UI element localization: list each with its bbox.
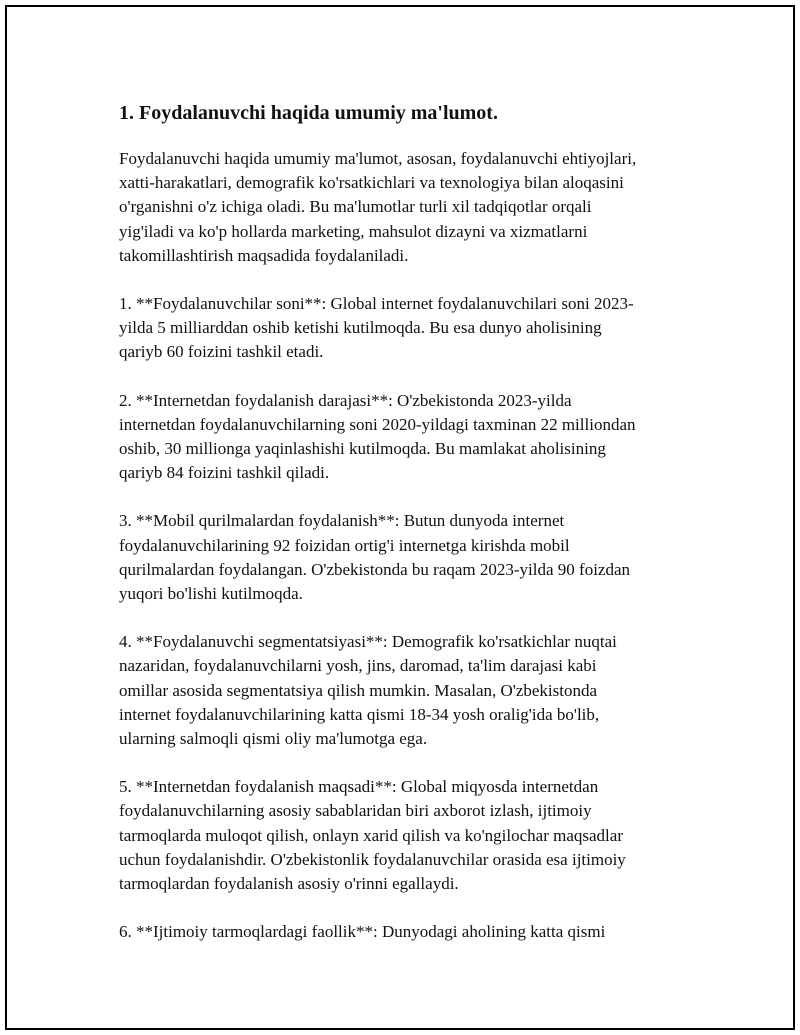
text-line: foydalanuvchilarning asosiy sabablaridan biri axborot izlash, ijtimoiy xyxy=(119,801,592,821)
text-line: internet foydalanuvchilarining katta qismi 18-34 yosh oralig'ida bo'lib, xyxy=(119,704,600,724)
text-line: 5. **Internetdan foydalanish maqsadi**: Global miqyosda internetdan xyxy=(119,777,599,797)
page-frame xyxy=(5,5,795,1030)
item-mobile-usage xyxy=(119,509,699,606)
text-line: Foydalanuvchi haqida umumiy ma'lumot, asosan, foydalanuvchi ehtiyojlari, xyxy=(119,149,637,168)
text-line: qariyb 60 foizini tashkil etadi. xyxy=(119,342,324,362)
text-line: nazaridan, foydalanuvchilarni yosh, jins, daromad, ta'lim darajasi kabi xyxy=(119,656,597,676)
text-line: yuqori bo'lishi kutilmoqda. xyxy=(119,584,303,604)
text-line: tarmoqlardan foydalanish asosiy o'rinni egallaydi. xyxy=(119,874,459,894)
text-line: 1. **Foydalanuvchilar soni**: Global internet foydalanuvchilari soni 2023- xyxy=(119,294,634,314)
text-line: yilda 5 milliarddan oshib ketishi kutilmoqda. Bu esa dunyo aholisining xyxy=(119,318,602,338)
text-line: 4. **Foydalanuvchi segmentatsiyasi**: Demografik ko'rsatkichlar nuqtai xyxy=(119,632,617,652)
item-usage-purpose xyxy=(119,775,699,896)
text-line: o'rganishni o'z ichiga oladi. Bu ma'lumotlar turli xil tadqiqotlar orqali xyxy=(119,197,592,217)
text-line: 3. **Mobil qurilmalardan foydalanish**: Butun dunyoda internet xyxy=(119,511,565,531)
text-line: uchun foydalanishdir. O'zbekistonlik foydalanuvchilar orasida esa ijtimoiy xyxy=(119,849,626,869)
item-internet-usage-level xyxy=(119,389,699,486)
text-line: qariyb 84 foizini tashkil qiladi. xyxy=(119,463,330,483)
text-line: yig'iladi va ko'p hollarda marketing, mahsulot dizayni va xizmatlarni xyxy=(119,221,588,241)
text-line: takomillashtirish maqsadida foydalaniladi. xyxy=(119,245,409,265)
text-line: xatti-harakatlari, demografik ko'rsatkichlari va texnologiya bilan aloqasini xyxy=(119,173,624,193)
document-body xyxy=(119,99,699,968)
text-line: tarmoqlarda muloqot qilish, onlayn xarid qilish va ko'ngilochar maqsadlar xyxy=(119,825,623,845)
text-line: 2. **Internetdan foydalanish darajasi**: O'zbekistonda 2023-yilda xyxy=(119,390,572,410)
intro-paragraph xyxy=(119,147,699,268)
item-user-segmentation xyxy=(119,630,699,751)
item-social-activity xyxy=(119,920,699,944)
text-line: qurilmalardan foydalangan. O'zbekistonda bu raqam 2023-yilda 90 foizdan xyxy=(119,559,631,579)
text-line: internetdan foydalanuvchilarning soni 2020-yildagi taxminan 22 milliondan xyxy=(119,414,636,434)
document-title: 1. Foydalanuvchi haqida umumiy ma'lumot. xyxy=(119,102,498,124)
text-line: 6. **Ijtimoiy tarmoqlardagi faollik**: Dunyodagi aholining katta qismi xyxy=(119,922,606,942)
item-users-count xyxy=(119,292,699,365)
text-line: ularning salmoqli qismi oliy ma'lumotga ega. xyxy=(119,729,428,749)
text-line: omillar asosida segmentatsiya qilish mumkin. Masalan, O'zbekistonda xyxy=(119,680,598,700)
text-line: oshib, 30 millionga yaqinlashishi kutilmoqda. Bu mamlakat aholisining xyxy=(119,439,606,459)
text-line: foydalanuvchilarining 92 foizidan ortig'i internetga kirishda mobil xyxy=(119,535,570,555)
